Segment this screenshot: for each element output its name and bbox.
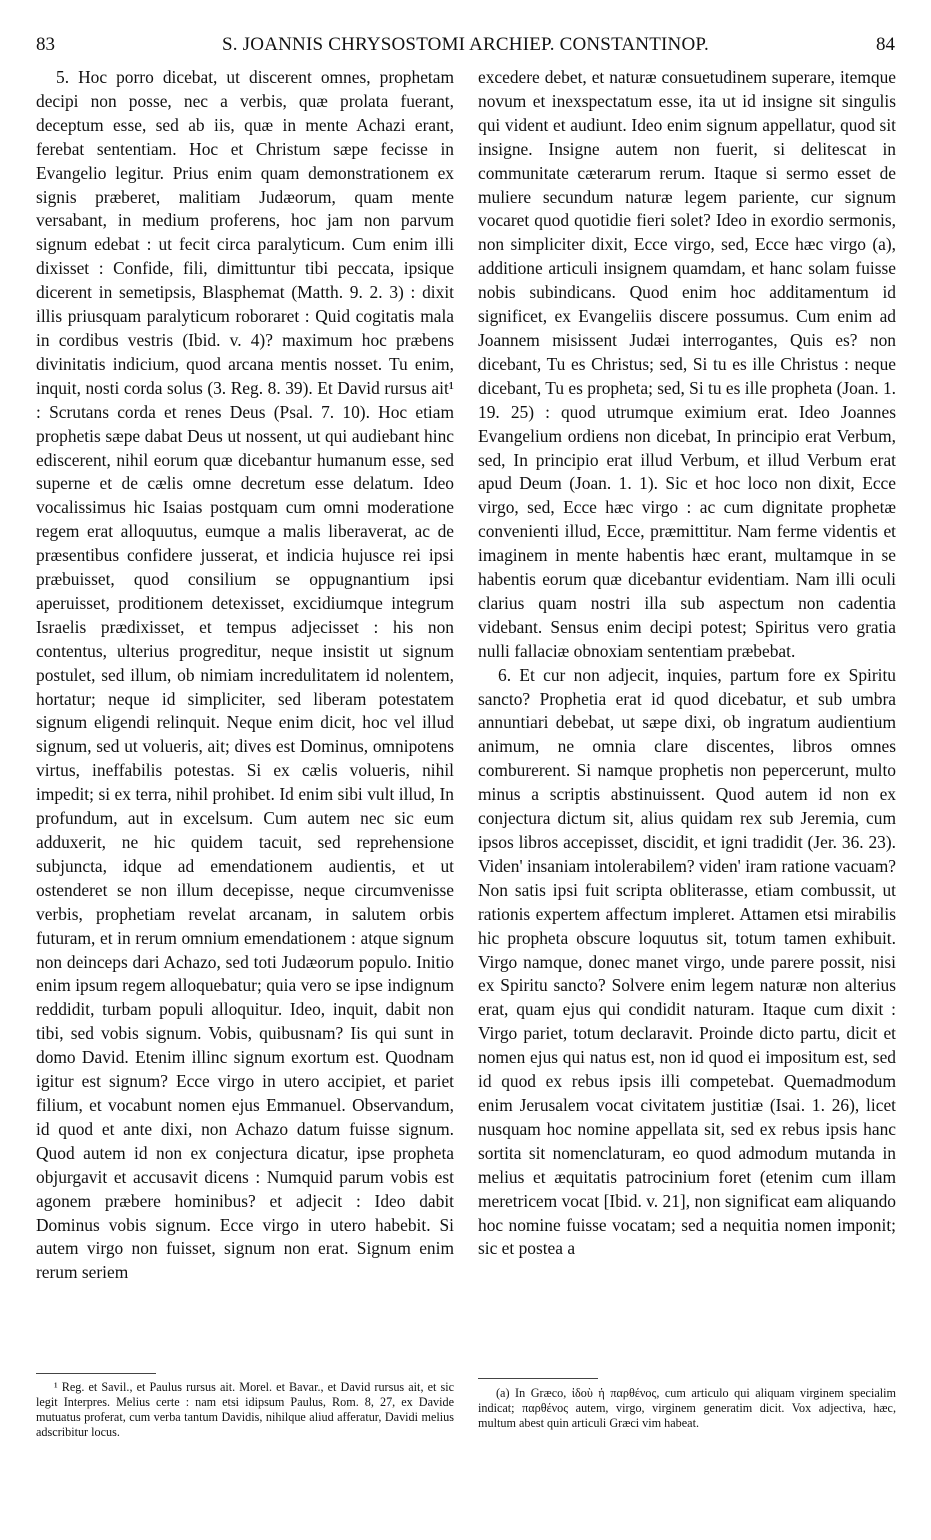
paragraph-6: 6. Et cur non adjecit, inquies, partum fore ex Spiritu sancto? Prophetia erat id quod dicebatur, et sub umbra annuntiari debebat, ut sæpe dixi, ob ingratum audientium animum, ne omnia clare discentes, libros omnes comburerent. Si namque prophetis non pepercerunt, multo minus a scriptis abstinuissent. Quod autem id non ex conjectura dictum sit, alius quidam rex sub Jeremia, cum ipsos libros accepisset, discidit, et igni tradidit (Jer. 36. 23). Viden' insaniam intolerabilem? viden' iram ratione vacuam? Non satis ipsi fuit scripta obliterasse, etiam combussit, ut rationis expertem affectum impleret. Attamen etsi mirabilis hic propheta obscure loquutus sit, totum tamen exhibuit. Virgo namque, donec manet virgo, unde parere possit, nisi ex Spiritu sancto? Solvere enim legem naturæ non alterius erat, quam ejus qui condidit naturam. Itaque cum dixit : Virgo pariet, totum declaravit. Proinde dicto partu, dicit et nomen ejus qui natus est, non id quod ei impositum est, sed id quod ex rebus ipsis illi competebat. Quemadmodum enim Jerusalem vocat civitatem justitiæ (Isai. 1. 26), licet nusquam hoc nomine appellata sit, sed ex rebus ipsis hanc sortita sit nomenclaturam, eo quod admodum mutanda in melius et æquitatis patrocinium foret (etenim cum illam meretricem vocat [Ibid. v. 21], non significat eam aliquando hoc nomine fuisse vocatam; sed a nequitia nomen imponit; sic et postea a <box>478 664 896 1259</box>
footnote-text-right: (a) In Græco, ἰδοὺ ἡ παρθένος, cum articulo qui aliquam virginem specialim indicat; παρθένος autem, virgo, virginem generatim dicit. Vox adjectiva, hæc, multum abest quin articuli Græci vim habeat. <box>478 1386 896 1430</box>
footnote-rule-right <box>478 1378 598 1379</box>
footnote-text-left: ¹ Reg. et Savil., et Paulus rursus ait. Morel. et Bavar., et David rursus ait, et sic legit Interpres. Melius certe : nam etsi idipsum Paulus, Rom. 8, 27, ex Davide mutuatus proferat, cum verba tantum Davidis, nihilque aliud afferatur, Davidi melius adscribitur locus. <box>36 1380 454 1439</box>
paragraph-5-continued: excedere debet, et naturæ consuetudinem superare, itemque novum et inexspectatum esse, ita ut id insigne sit singulis qui vident et audiunt. Ideo enim signum appellatur, quod sit insigne. Insigne autem non fuerit, si delitescat in communitate cæterarum rerum. Itaque si sermo esset de muliere secundum naturæ legem pariente, cur signum vocaret quod quotidie fieri solet? Ideo in exordio sermonis, non simpliciter dixit, Ecce virgo, sed, Ecce hæc virgo (a), additione articuli insignem quamdam, et hanc solam fuisse nobis subindicans. Quod enim hoc additamentum id significet, ex Evangeliis discere possumus. Cum enim ad Joannem misissent Judæi interrogantes, Quis es? non dicebant, Tu es Christus; sed, Si tu es ille Christus : neque dicebant, Tu es propheta; sed, Si tu es ille propheta (Joan. 1. 19. 25) : quod utrumque eximium erat. Ideo Joannes Evangelium ordiens non dicebat, In principio erat Verbum, sed, In principio erat illud Verbum, et illud Verbum erat apud Deum (Joan. 1. 1). Sic et hoc loco non dixit, Ecce virgo, sed, Ecce hæc virgo : ac cum dignitate prophetæ convenienti illud, Ecce, præmittitur. Nam ferme videntis et imaginem in mente habentis hæc erant, multamque in se habentis eorum quæ dicebantur evidentiam. Nam illi oculi clarius quam nostri illa sub aspectum non cadentia videbant. Sensus enim decipi potest; Spiritus vero gratia nulli fallaciæ obnoxiam sententiam præbebat. <box>478 67 896 661</box>
footnote-left <box>36 1380 454 1440</box>
footnote-rule-left <box>36 1373 156 1374</box>
page-number-right: 84 <box>876 34 895 55</box>
paragraph-5: 5. Hoc porro dicebat, ut discerent omnes, prophetam decipi non posse, nec a verbis, quæ prolata fuerant, deceptum esse, sed ab iis, quæ in mente Achazi erant, ferebat sententiam. Hoc et Christum sæpe fecisse in Evangelio legitur. Prius enim quam demonstrationem ex signis præberet, malitiam Judæorum, quam mente versabant, in medium proferens, hoc jam non parvum signum edebat : ut fecit circa paralyticum. Cum enim illi dixisset : Confide, fili, dimittuntur tibi peccata, ipsique dicerent in semetipsis, Blasphemat (Matth. 9. 2. 3) : dixit illis priusquam paralyticum roboraret : Quid cogitatis mala in cordibus vestris (Ibid. v. 4)? maximum hoc præbens divinitatis indicium, quod arcana mentis nosset. Tu enim, inquit, nosti corda solus (3. Reg. 8. 39). Et David rursus ait¹ : Scrutans corda et renes Deus (Psal. 7. 10). Hoc etiam prophetis sæpe dabat Deus ut nossent, ut qui audiebant hinc ediscerent, nihil eorum quæ dicebantur humanum esse, sed superne et de cælis omne decretum esse delatum. Ideo vocalissimus hic Isaias postquam cum omni moderatione regem erat alloquutus, eumque a malis liberaverat, ac de præsentibus confidere jusserat, et indicia hujusce rei ipsi præbuisset, quod consilium se oppugnantium ipsi aperuisset, proditionem detexisset, excidiumque integrum Israelis prædixisset, et tempus adjecisset : his non contentus, ulterius progreditur, neque insistit ut signum postulet, sed illum, ob nimiam incredulitatem id nolentem, hortatur; neque id simpliciter, sed liberam potestatem signum eligendi relinquit. Neque enim dicit, hoc vel illud signum, sed ut volueris, ait; dives est Dominus, omnipotens virtus, ineffabilis potestas. Si ex cælis volueris, nihil impedit; si ex terra, nihil prohibet. Id enim sibi vult illud, In profundum, aut in excelsum. Cum autem nec sic eum adduxerit, ne hic quidem tacuit, sed reprehensione subjuncta, idque ad emendationem audientis, et ut ostenderet se non illum decepisse, neque circumvenisse verbis, prophetiam revelat arcanam, in salutem orbis futuram, et in rerum omnium emendationem : atque signum non deinceps dari Achazo, sed toti Judæorum populo. Initio enim ipsum regem alloquebatur; quia vero se ipse indignum reddidit, turbam populi alloquitur. Ideo, inquit, dabit non tibi, sed vobis signum. Vobis, quibusnam? Iis qui sunt in domo David. Etenim illinc signum exortum est. Quodnam igitur est signum? Ecce virgo in utero accipiet, et pariet filium, et vocabunt nomen ejus Emmanuel. Observandum, id quod et ante dixi, non Achazo datum fuisse signum. Quod autem id non ex conjectura dicatur, ipse propheta objurgavit et accusavit dicens : Numquid parum vobis est agonem præbere hominibus? et adjecit : Ideo dabit Dominus vobis signum. Ecce virgo in utero habebit. Si autem virgo non fuisset, signum non erat. Signum enim rerum seriem <box>36 67 454 1283</box>
page-number-left: 83 <box>36 34 55 55</box>
running-title: S. JOANNIS CHRYSOSTOMI ARCHIEP. CONSTANTINOP. <box>222 34 709 55</box>
page-header <box>36 34 895 60</box>
left-column <box>36 66 454 1285</box>
footnote-right <box>478 1386 896 1431</box>
right-column <box>478 66 896 1261</box>
